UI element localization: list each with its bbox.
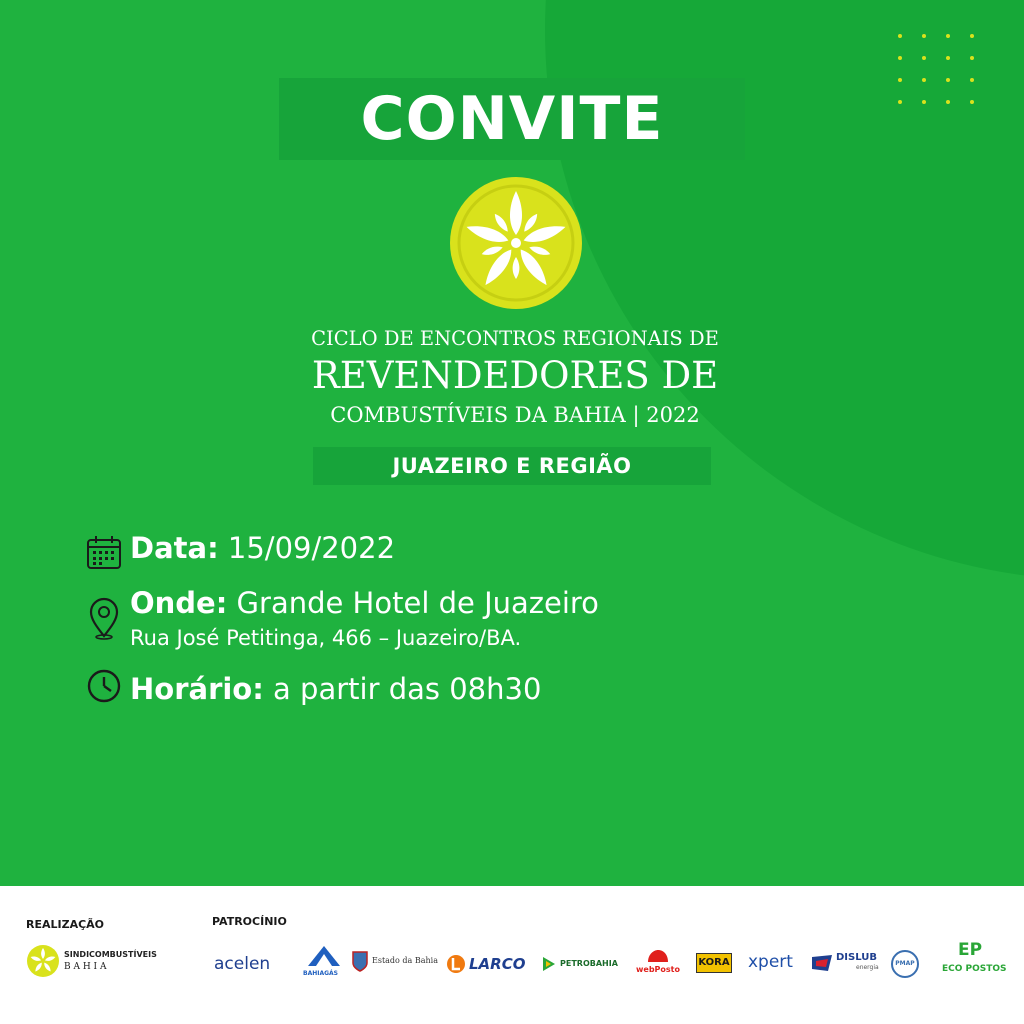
- organizer-name: SINDICOMBUSTÍVEIS: [64, 950, 157, 959]
- sponsor-eco-mark: EP: [958, 940, 983, 960]
- sponsor-petrobahia: PETROBAHIA: [560, 959, 618, 968]
- time-value: a partir das 08h30: [273, 672, 542, 706]
- event-title-line1: CICLO DE ENCONTROS REGIONAIS DE: [311, 327, 719, 350]
- address-text: Rua José Petitinga, 466 – Juazeiro/BA.: [130, 626, 522, 650]
- webposto-logo-icon: [646, 948, 670, 964]
- larco-logo-icon: [446, 954, 466, 974]
- coat-of-arms-icon: [351, 950, 369, 972]
- time-label: Horário:: [130, 672, 264, 706]
- sponsor-acelen: acelen: [214, 954, 271, 974]
- sponsor-pmap: PMAP: [891, 950, 919, 978]
- date-line: [130, 531, 395, 565]
- where-value: Grande Hotel de Juazeiro: [236, 586, 599, 620]
- sponsor-webposto: webPosto: [636, 965, 680, 974]
- sponsor-dislub: DISLUB: [836, 952, 877, 963]
- region-banner: [313, 447, 711, 485]
- sponsor-larco: LARCO: [469, 955, 526, 973]
- sponsor-ecopostos: ECO POSTOS: [942, 964, 1007, 974]
- location-pin-icon: [86, 596, 122, 640]
- region-label: JUAZEIRO E REGIÃO: [392, 454, 632, 478]
- where-line: [130, 586, 599, 620]
- title-banner: [279, 78, 745, 160]
- organizer-sub: B A H I A: [64, 962, 107, 972]
- sponsor-label: PATROCÍNIO: [212, 915, 287, 928]
- sponsor-estado: Estado da Bahia: [372, 956, 438, 965]
- footer: [0, 886, 1024, 1024]
- calendar-icon: [86, 534, 122, 570]
- organizer-logo-icon: [26, 944, 60, 978]
- petrobahia-logo-icon: [540, 954, 558, 974]
- decorative-dots: [892, 30, 982, 110]
- clock-icon: [86, 668, 122, 704]
- where-label: Onde:: [130, 586, 228, 620]
- sponsor-kora: KORA: [696, 953, 732, 973]
- page-title: CONVITE: [360, 84, 664, 154]
- event-title-line3: COMBUSTÍVEIS DA BAHIA | 2022: [330, 403, 700, 427]
- event-title-line2: REVENDEDORES DE: [311, 354, 719, 397]
- time-line: [130, 672, 541, 706]
- bahiagas-logo-icon: [306, 944, 342, 968]
- sponsor-dislub-sub: energia: [856, 964, 879, 971]
- sponsor-xpert: xpert: [748, 952, 793, 972]
- organizer-label: REALIZAÇÃO: [26, 918, 105, 931]
- dislub-logo-icon: [810, 953, 834, 973]
- sponsor-bahiagas: BAHIAGÁS: [303, 970, 339, 977]
- flower-logo-icon: [449, 176, 583, 310]
- date-value: 15/09/2022: [227, 531, 396, 565]
- date-label: Data:: [130, 531, 219, 565]
